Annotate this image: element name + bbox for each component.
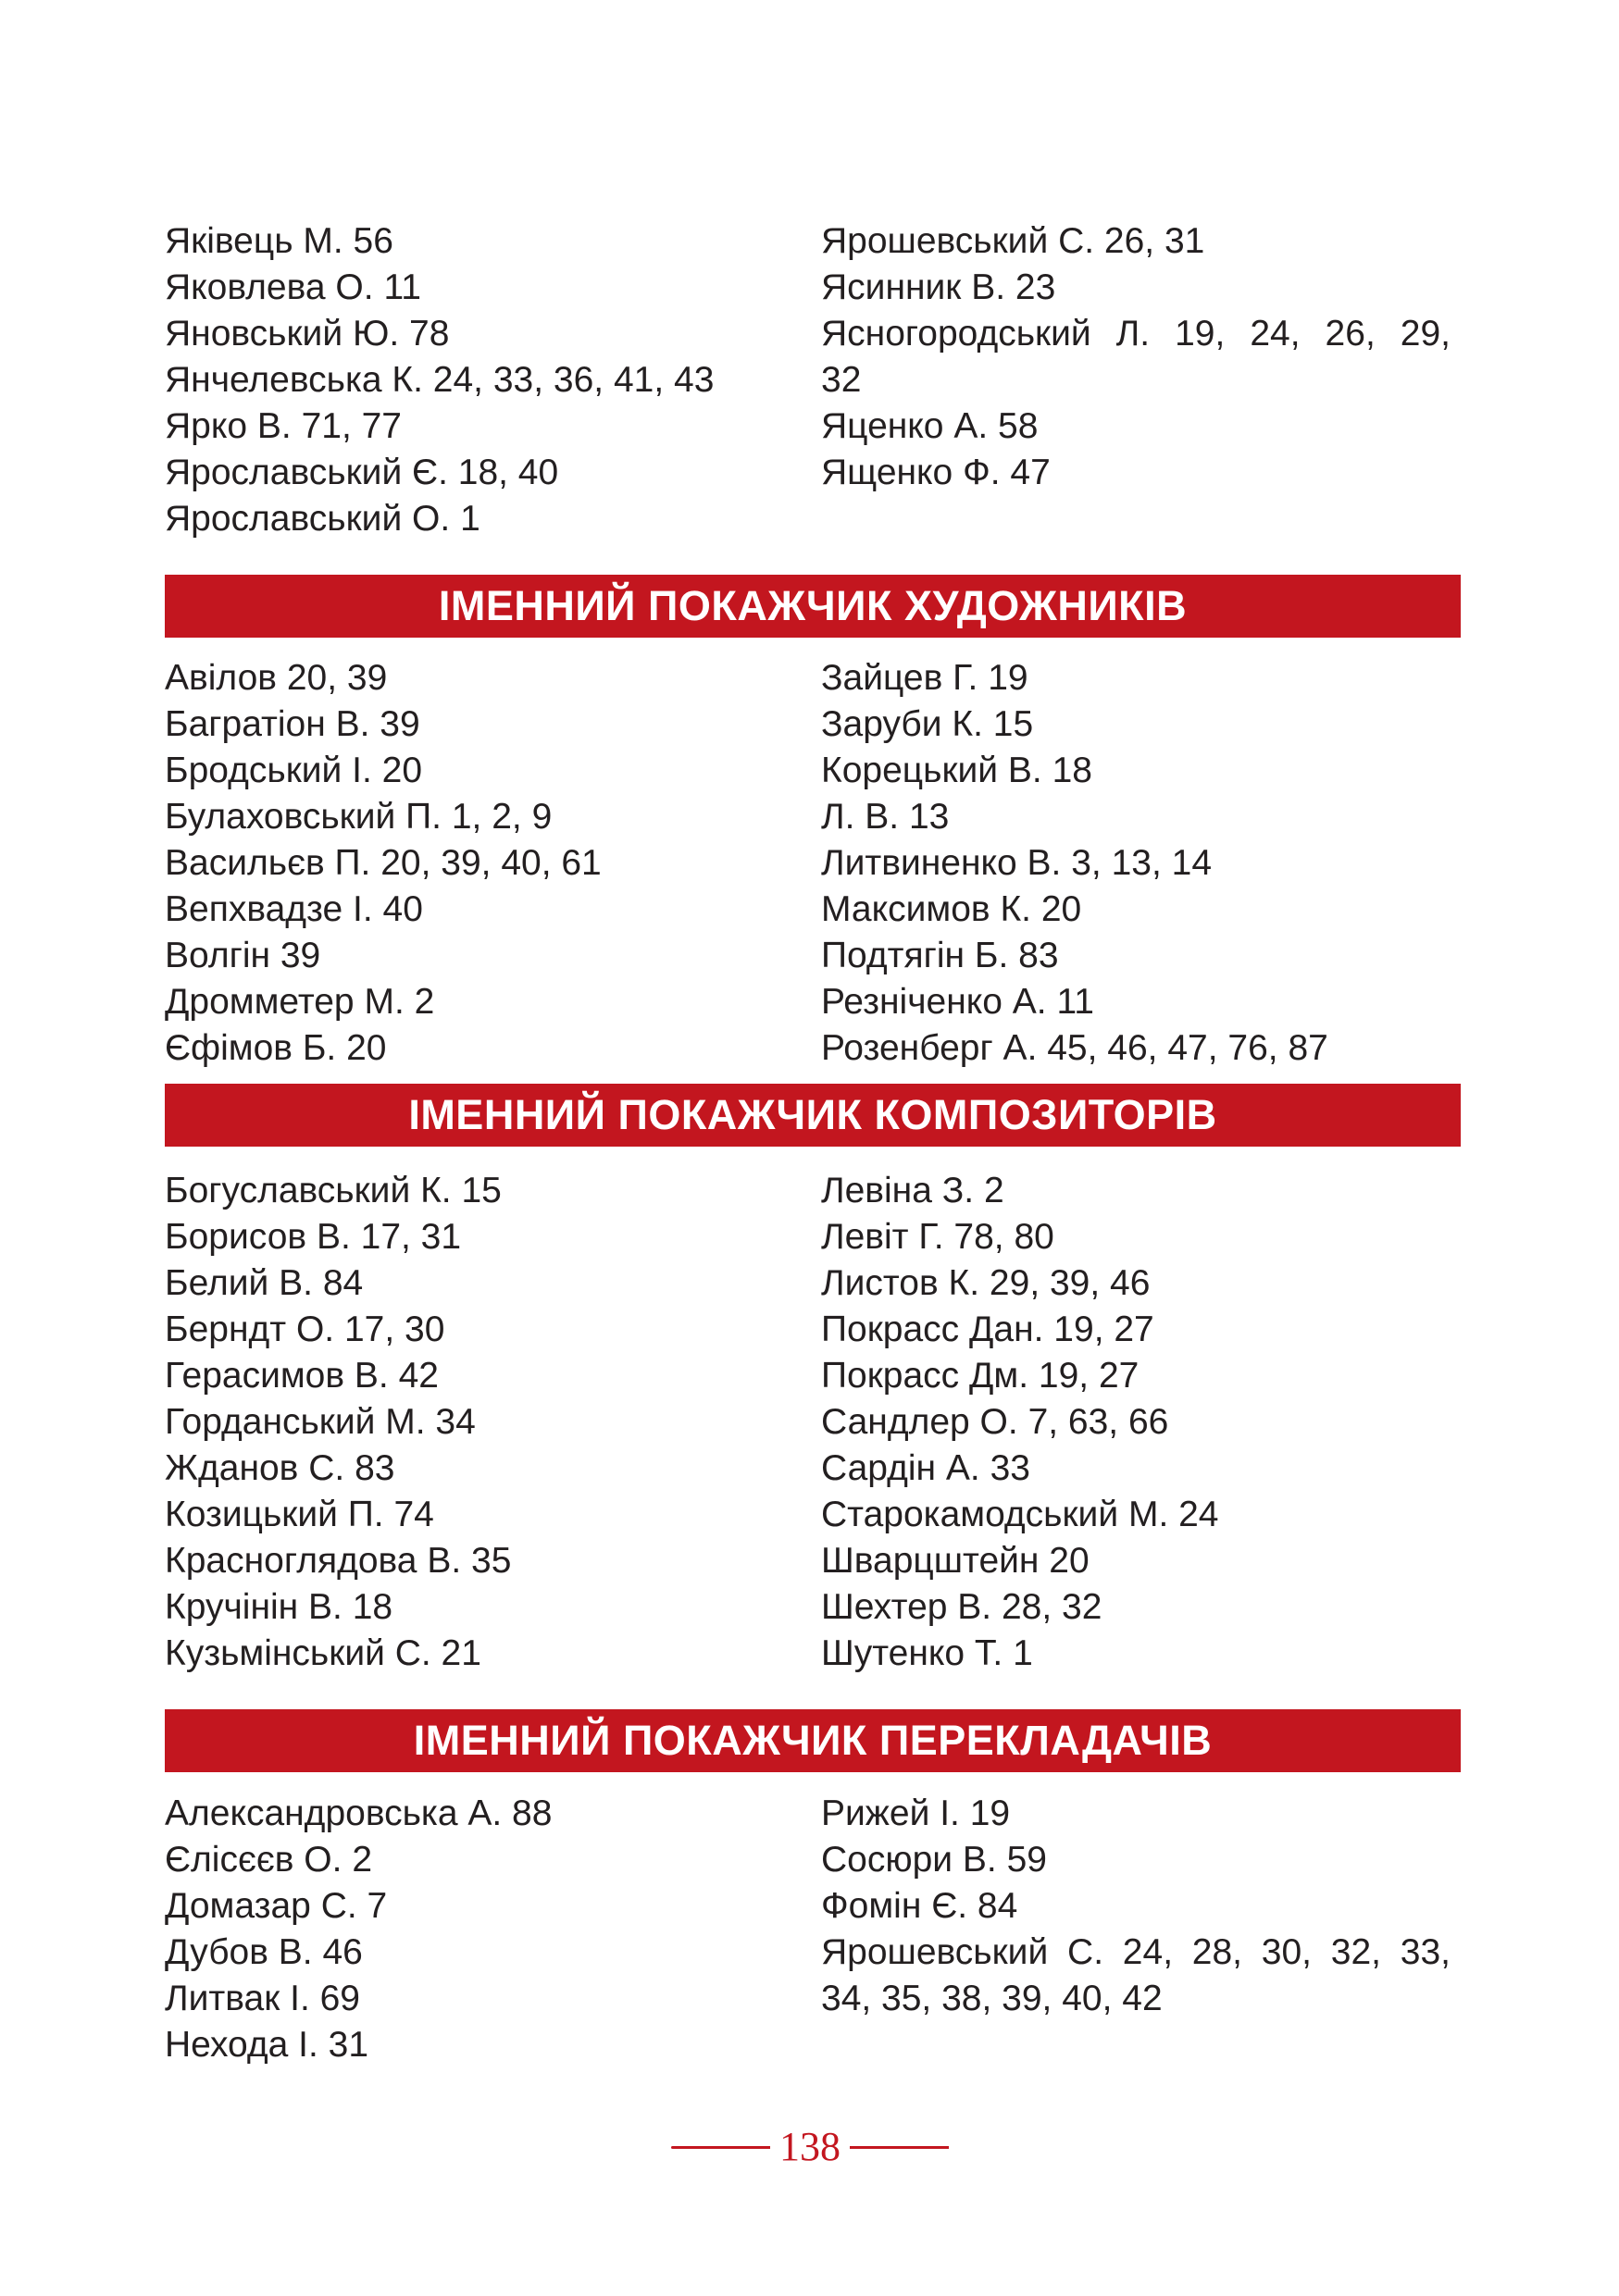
index-entry: Яновський Ю. 78 xyxy=(165,314,450,354)
translators-left-column xyxy=(165,1791,821,2068)
index-entry: Берндт О. 17, 30 xyxy=(165,1309,445,1349)
index-entry: Фомін Є. 84 xyxy=(821,1886,1018,1926)
index-entry: Ярославський Є. 18, 40 xyxy=(165,453,559,492)
index-entry: Литвак І. 69 xyxy=(165,1979,360,2018)
index-entry: Покрасс Дан. 19, 27 xyxy=(821,1309,1154,1349)
artists-left-column xyxy=(165,655,821,1072)
artists-index xyxy=(165,655,1461,1072)
index-entry-continuation: 34, 35, 38, 39, 40, 42 xyxy=(821,1979,1163,2018)
index-entry: Горданський М. 34 xyxy=(165,1402,476,1442)
composers-right-column xyxy=(821,1168,1477,1677)
index-entry: Литвиненко В. 3, 13, 14 xyxy=(821,843,1213,883)
translators-index xyxy=(165,1791,1461,2068)
index-entry: Бродський І. 20 xyxy=(165,751,423,790)
index-entry: Дромметер М. 2 xyxy=(165,982,435,1022)
index-entry: Жданов С. 83 xyxy=(165,1448,395,1488)
index-entry: Нехода І. 31 xyxy=(165,2025,369,2065)
index-entry: Левіна З. 2 xyxy=(821,1171,1004,1210)
index-entry: Белий В. 84 xyxy=(165,1263,364,1303)
index-entry: Ященко Ф. 47 xyxy=(821,453,1051,492)
index-entry: Кручінін В. 18 xyxy=(165,1587,393,1627)
footer-rule-left xyxy=(671,2146,770,2149)
index-entry: Старокамодський М. 24 xyxy=(821,1495,1219,1534)
authors-left-column xyxy=(165,218,821,542)
index-entry: Янчелевська К. 24, 33, 36, 41, 43 xyxy=(165,360,715,400)
composers-left-column xyxy=(165,1168,821,1677)
index-entry: Сандлер О. 7, 63, 66 xyxy=(821,1402,1169,1442)
index-entry: Багратіон В. 39 xyxy=(165,704,420,744)
index-entry: Шварцштейн 20 xyxy=(821,1541,1090,1581)
page-footer xyxy=(671,2119,949,2175)
index-entry: Красноглядова В. 35 xyxy=(165,1541,512,1581)
index-entry: Листов К. 29, 39, 46 xyxy=(821,1263,1151,1303)
authors-right-column xyxy=(821,218,1477,542)
index-entry: Вепхвадзе І. 40 xyxy=(165,889,423,929)
index-entry: Васильєв П. 20, 39, 40, 61 xyxy=(165,843,602,883)
index-entry: Ярославський О. 1 xyxy=(165,499,480,539)
index-entry: Яківець М. 56 xyxy=(165,221,393,261)
index-entry: Максимов К. 20 xyxy=(821,889,1082,929)
translators-right-column xyxy=(821,1791,1477,2068)
index-entry: Козицький П. 74 xyxy=(165,1495,434,1534)
index-entry: Яковлева О. 11 xyxy=(165,267,421,307)
index-entry: Ярошевський С. 24, 28, 30, 32, 33, xyxy=(821,1932,1451,1972)
index-entry: Шехтер В. 28, 32 xyxy=(821,1587,1102,1627)
index-entry: Корецький В. 18 xyxy=(821,751,1092,790)
index-entry: Александровська А. 88 xyxy=(165,1793,553,1833)
index-entry: Домазар С. 7 xyxy=(165,1886,388,1926)
translators-index-heading: ІМЕННИЙ ПОКАЖЧИК ПЕРЕКЛАДАЧІВ xyxy=(165,1709,1461,1772)
index-entry: Подтягін Б. 83 xyxy=(821,936,1059,975)
index-entry: Зайцев Г. 19 xyxy=(821,658,1028,698)
index-entry: Волгін 39 xyxy=(165,936,321,975)
index-entry: Левіт Г. 78, 80 xyxy=(821,1217,1054,1257)
index-entry: Єлісєєв О. 2 xyxy=(165,1840,373,1880)
index-entry: Шутенко Т. 1 xyxy=(821,1633,1033,1673)
index-entry: Сосюри В. 59 xyxy=(821,1840,1047,1880)
index-entry: Сардін А. 33 xyxy=(821,1448,1030,1488)
index-entry: Дубов В. 46 xyxy=(165,1932,363,1972)
index-entry: Яценко А. 58 xyxy=(821,406,1039,446)
artists-index-heading: ІМЕННИЙ ПОКАЖЧИК ХУДОЖНИКІВ xyxy=(165,575,1461,638)
index-entry: Розенберг А. 45, 46, 47, 76, 87 xyxy=(821,1028,1328,1068)
index-entry: Єфімов Б. 20 xyxy=(165,1028,387,1068)
index-entry: Рижей І. 19 xyxy=(821,1793,1011,1833)
index-entry: Герасимов В. 42 xyxy=(165,1356,439,1396)
artists-right-column xyxy=(821,655,1477,1072)
index-entry: Ясинник В. 23 xyxy=(821,267,1056,307)
index-entry: Авілов 20, 39 xyxy=(165,658,388,698)
index-entry: Заруби К. 15 xyxy=(821,704,1034,744)
index-entry: Резніченко А. 11 xyxy=(821,982,1094,1022)
index-entry: Богуславський К. 15 xyxy=(165,1171,502,1210)
index-entry: Покрасс Дм. 19, 27 xyxy=(821,1356,1140,1396)
index-entry: Л. В. 13 xyxy=(821,797,950,837)
index-entry: Кузьмінський С. 21 xyxy=(165,1633,481,1673)
composers-index-heading: ІМЕННИЙ ПОКАЖЧИК КОМПОЗИТОРІВ xyxy=(165,1084,1461,1147)
authors-index-tail xyxy=(165,218,1461,542)
page-number: 138 xyxy=(779,2124,841,2169)
index-entry: Ярошевський С. 26, 31 xyxy=(821,221,1205,261)
index-entry: Ясногородський Л. 19, 24, 26, 29, xyxy=(821,314,1451,354)
index-entry: Булаховський П. 1, 2, 9 xyxy=(165,797,553,837)
composers-index xyxy=(165,1168,1461,1677)
index-entry: Борисов В. 17, 31 xyxy=(165,1217,462,1257)
footer-rule-right xyxy=(850,2146,949,2149)
index-entry: Ярко В. 71, 77 xyxy=(165,406,402,446)
index-entry-continuation: 32 xyxy=(821,360,862,400)
